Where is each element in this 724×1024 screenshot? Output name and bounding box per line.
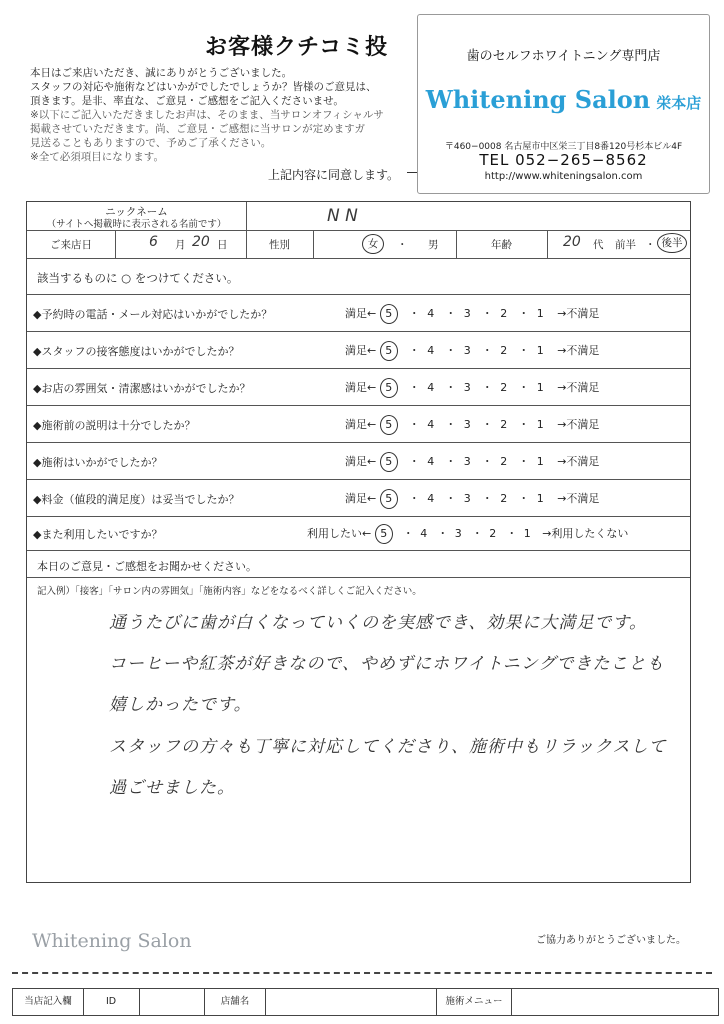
rating-1[interactable]: 1	[536, 344, 544, 357]
rating-2[interactable]: 2	[500, 418, 508, 431]
rating-5-selected[interactable]: 5	[380, 415, 398, 435]
question-text: ◆予約時の電話・メール対応はいかがでしたか？	[33, 308, 273, 321]
scale-right-label: →不満足	[557, 381, 600, 394]
scale-dot: ・	[518, 455, 530, 468]
scale-dot: ・	[408, 307, 420, 320]
survey-form	[26, 201, 691, 883]
question-text: ◆また利用したいですか？	[33, 528, 163, 541]
salon-stamp	[417, 14, 710, 194]
staff-menu-label: 施術メニュー	[437, 989, 512, 1015]
staff-id-label: ID	[83, 989, 140, 1015]
rating-3[interactable]: 3	[463, 381, 471, 394]
month-unit: 月	[175, 239, 186, 251]
comment-heading: 本日のご意見・ご感想をお聞かせください。	[37, 560, 257, 573]
age-unit: 代	[593, 239, 604, 251]
stamp-address: 〒460−0008 名古屋市中区栄三丁目8番120号杉本ビル4F	[444, 142, 683, 152]
rating-2[interactable]: 2	[489, 527, 497, 540]
age-value[interactable]: 20	[563, 234, 581, 250]
scale-dot: ・	[506, 527, 518, 540]
scale-dot: ・	[481, 418, 493, 431]
comment-line: 通うたびに歯が白くなっていくのを実感でき、効果に大満足です。	[109, 613, 647, 633]
scale-dot: ・	[471, 527, 483, 540]
rating-2[interactable]: 2	[500, 492, 508, 505]
scale-dot: ・	[408, 381, 420, 394]
row-divider	[27, 516, 690, 517]
rating-1[interactable]: 1	[536, 381, 544, 394]
intro-text	[30, 66, 420, 164]
scale-right-label: →不満足	[557, 492, 600, 505]
staff-store-field[interactable]	[266, 989, 437, 1015]
stamp-logo-row	[418, 85, 709, 114]
day-unit: 日	[217, 239, 228, 251]
scale-right-label: →不満足	[557, 344, 600, 357]
nickname-label: ニックネーム	[105, 206, 168, 218]
rating-3[interactable]: 3	[463, 307, 471, 320]
rating-scale	[307, 524, 628, 544]
scale-left-label: 満足←	[345, 307, 377, 320]
scale-dot: ・	[518, 307, 530, 320]
rating-1[interactable]: 1	[523, 527, 531, 540]
visit-month[interactable]: 6	[149, 234, 158, 250]
rating-3[interactable]: 3	[463, 344, 471, 357]
rating-4[interactable]: 4	[427, 344, 435, 357]
form-title: お客様クチコミ投	[205, 35, 389, 60]
nickname-sublabel: （サイトへ掲載時に表示される名前です）	[46, 219, 227, 230]
rating-2[interactable]: 2	[500, 307, 508, 320]
scale-dot: ・	[437, 527, 449, 540]
stamp-tel: TEL 052−265−8562	[479, 151, 648, 169]
question-text: ◆施術はいかがでしたか？	[33, 456, 163, 469]
rating-4[interactable]: 4	[427, 381, 435, 394]
scale-dot: ・	[518, 381, 530, 394]
col-divider	[547, 230, 548, 258]
gender-male[interactable]: 男	[428, 239, 439, 251]
row-divider	[27, 550, 690, 551]
rating-1[interactable]: 1	[536, 492, 544, 505]
stamp-tagline: 歯のセルフホワイトニング専門店	[466, 49, 661, 64]
rating-5-selected[interactable]: 5	[380, 452, 398, 472]
rating-5-selected[interactable]: 5	[375, 524, 393, 544]
rating-1[interactable]: 1	[536, 455, 544, 468]
question-text: ◆お店の雰囲気・清潔感はいかがでしたか？	[33, 382, 251, 395]
scale-dot: ・	[518, 344, 530, 357]
rating-4[interactable]: 4	[427, 455, 435, 468]
gender-female-selected[interactable]: 女	[362, 234, 384, 254]
row-divider	[27, 258, 690, 259]
rating-instruction: 該当するものに ○ をつけてください。	[37, 271, 239, 285]
intro-line: 頂きます。是非、率直な、ご意見・ご感想をご記入くださいませ。	[30, 95, 344, 107]
note-line: ※以下にご記入いただきましたお声は、そのまま、当サロンオフィシャルサ	[30, 109, 384, 121]
rating-scale	[345, 378, 599, 398]
rating-3[interactable]: 3	[463, 492, 471, 505]
scale-right-label: →不満足	[557, 307, 600, 320]
scale-left-label: 利用したい←	[307, 527, 372, 540]
rating-4[interactable]: 4	[420, 527, 428, 540]
comment-example: 記入例）「接客」「サロン内の雰囲気」「施術内容」などをなるべく詳しくご記入ください。	[37, 586, 422, 597]
stamp-url: http://www.whiteningsalon.com	[484, 171, 643, 182]
scale-dot: ・	[481, 492, 493, 505]
gender-label: 性別	[269, 239, 290, 251]
scale-left-label: 満足←	[345, 344, 377, 357]
rating-5-selected[interactable]: 5	[380, 378, 398, 398]
scale-dot: ・	[445, 381, 457, 394]
scale-dot: ・	[481, 455, 493, 468]
consent-text: 上記内容に同意します。	[268, 168, 400, 182]
scale-left-label: 満足←	[345, 418, 377, 431]
thanks-text: ご協力ありがとうございました。	[536, 935, 686, 946]
scale-dot: ・	[408, 455, 420, 468]
scale-dot: ・	[481, 344, 493, 357]
staff-use-row	[12, 988, 719, 1016]
question-text: ◆スタッフの接客態度はいかがでしたか？	[33, 345, 240, 358]
rating-5-selected[interactable]: 5	[380, 304, 398, 324]
row-divider	[27, 479, 690, 480]
scale-dot: ・	[402, 527, 414, 540]
comment-line: スタッフの方々も丁寧に対応してくださり、施術中もリラックスして	[109, 737, 667, 757]
rating-1[interactable]: 1	[536, 418, 544, 431]
footer-logo: Whitening Salon	[32, 930, 192, 952]
age-early[interactable]: 前半	[615, 239, 636, 251]
rating-scale	[345, 304, 599, 324]
rating-3[interactable]: 3	[454, 527, 462, 540]
scale-right-label: →不満足	[557, 418, 600, 431]
comment-line: コーヒーや紅茶が好きなので、やめずにホワイトニングできたことも	[109, 654, 665, 674]
visit-date-label: ご来店日	[50, 239, 92, 251]
staff-menu-field[interactable]	[512, 989, 717, 1015]
rating-2[interactable]: 2	[500, 455, 508, 468]
rating-3[interactable]: 3	[463, 418, 471, 431]
rating-scale	[345, 341, 599, 361]
comment-line: 過ごせました。	[109, 778, 235, 798]
rating-2[interactable]: 2	[500, 344, 508, 357]
scale-left-label: 満足←	[345, 381, 377, 394]
scale-dot: ・	[445, 307, 457, 320]
scale-dot: ・	[445, 492, 457, 505]
col-divider	[313, 230, 314, 258]
scale-dot: ・	[408, 344, 420, 357]
rating-scale	[345, 415, 599, 435]
scale-left-label: 満足←	[345, 492, 377, 505]
col-divider	[115, 230, 116, 258]
question-text: ◆施術前の説明は十分でしたか？	[33, 419, 196, 432]
scale-left-label: 満足←	[345, 455, 377, 468]
scale-right-label: →利用したくない	[542, 527, 629, 540]
row-divider	[27, 577, 690, 578]
rating-1[interactable]: 1	[536, 307, 544, 320]
scale-dot: ・	[445, 455, 457, 468]
nickname-value[interactable]: N N	[327, 206, 358, 226]
row-divider	[27, 294, 690, 295]
consent-signature-line	[407, 172, 417, 173]
scale-dot: ・	[481, 381, 493, 394]
intro-line: スタッフの対応や施術などはいかがでしたでしょうか？皆様のご意見は、	[30, 81, 377, 93]
cut-line	[12, 972, 712, 974]
staff-store-label: 店舗名	[205, 989, 266, 1015]
row-divider	[27, 405, 690, 406]
rating-5-selected[interactable]: 5	[380, 341, 398, 361]
row-divider	[27, 331, 690, 332]
row-divider	[27, 230, 690, 231]
scale-dot: ・	[518, 492, 530, 505]
intro-line: 本日はご来店いただき、誠にありがとうございました。	[30, 67, 293, 79]
rating-4[interactable]: 4	[427, 492, 435, 505]
staff-id-field[interactable]	[140, 989, 205, 1015]
question-text: ◆料金（値段的満足度）は妥当でしたか？	[33, 493, 240, 506]
age-late-selected[interactable]: 後半	[657, 233, 687, 253]
rating-3[interactable]: 3	[463, 455, 471, 468]
staff-title: 当店記入欄	[13, 989, 84, 1015]
row-divider	[27, 442, 690, 443]
scale-right-label: →不満足	[557, 455, 600, 468]
note-line: ※全て必須項目になります。	[30, 151, 164, 163]
scale-dot: ・	[445, 418, 457, 431]
row-divider	[27, 368, 690, 369]
note-line: 掲載させていただきます。尚、ご意見・ご感想に当サロンが定めますガ	[30, 123, 366, 135]
scale-dot: ・	[481, 307, 493, 320]
visit-day[interactable]: 20	[192, 234, 210, 250]
note-line: 見送ることもありますので、予めご了承ください。	[30, 137, 272, 149]
age-separator: ・	[645, 239, 656, 251]
rating-scale	[345, 452, 599, 472]
rating-scale	[345, 489, 599, 509]
scale-dot: ・	[445, 344, 457, 357]
rating-5-selected[interactable]: 5	[380, 489, 398, 509]
rating-4[interactable]: 4	[427, 418, 435, 431]
rating-4[interactable]: 4	[427, 307, 435, 320]
scale-dot: ・	[408, 418, 420, 431]
scale-dot: ・	[518, 418, 530, 431]
rating-2[interactable]: 2	[500, 381, 508, 394]
scale-dot: ・	[408, 492, 420, 505]
stamp-logo: Whitening Salon	[425, 85, 651, 114]
age-label: 年齢	[491, 239, 512, 251]
comment-line: 嬉しかったです。	[109, 695, 252, 715]
gender-separator: ・	[397, 239, 408, 251]
stamp-store: 栄本店	[656, 94, 702, 112]
